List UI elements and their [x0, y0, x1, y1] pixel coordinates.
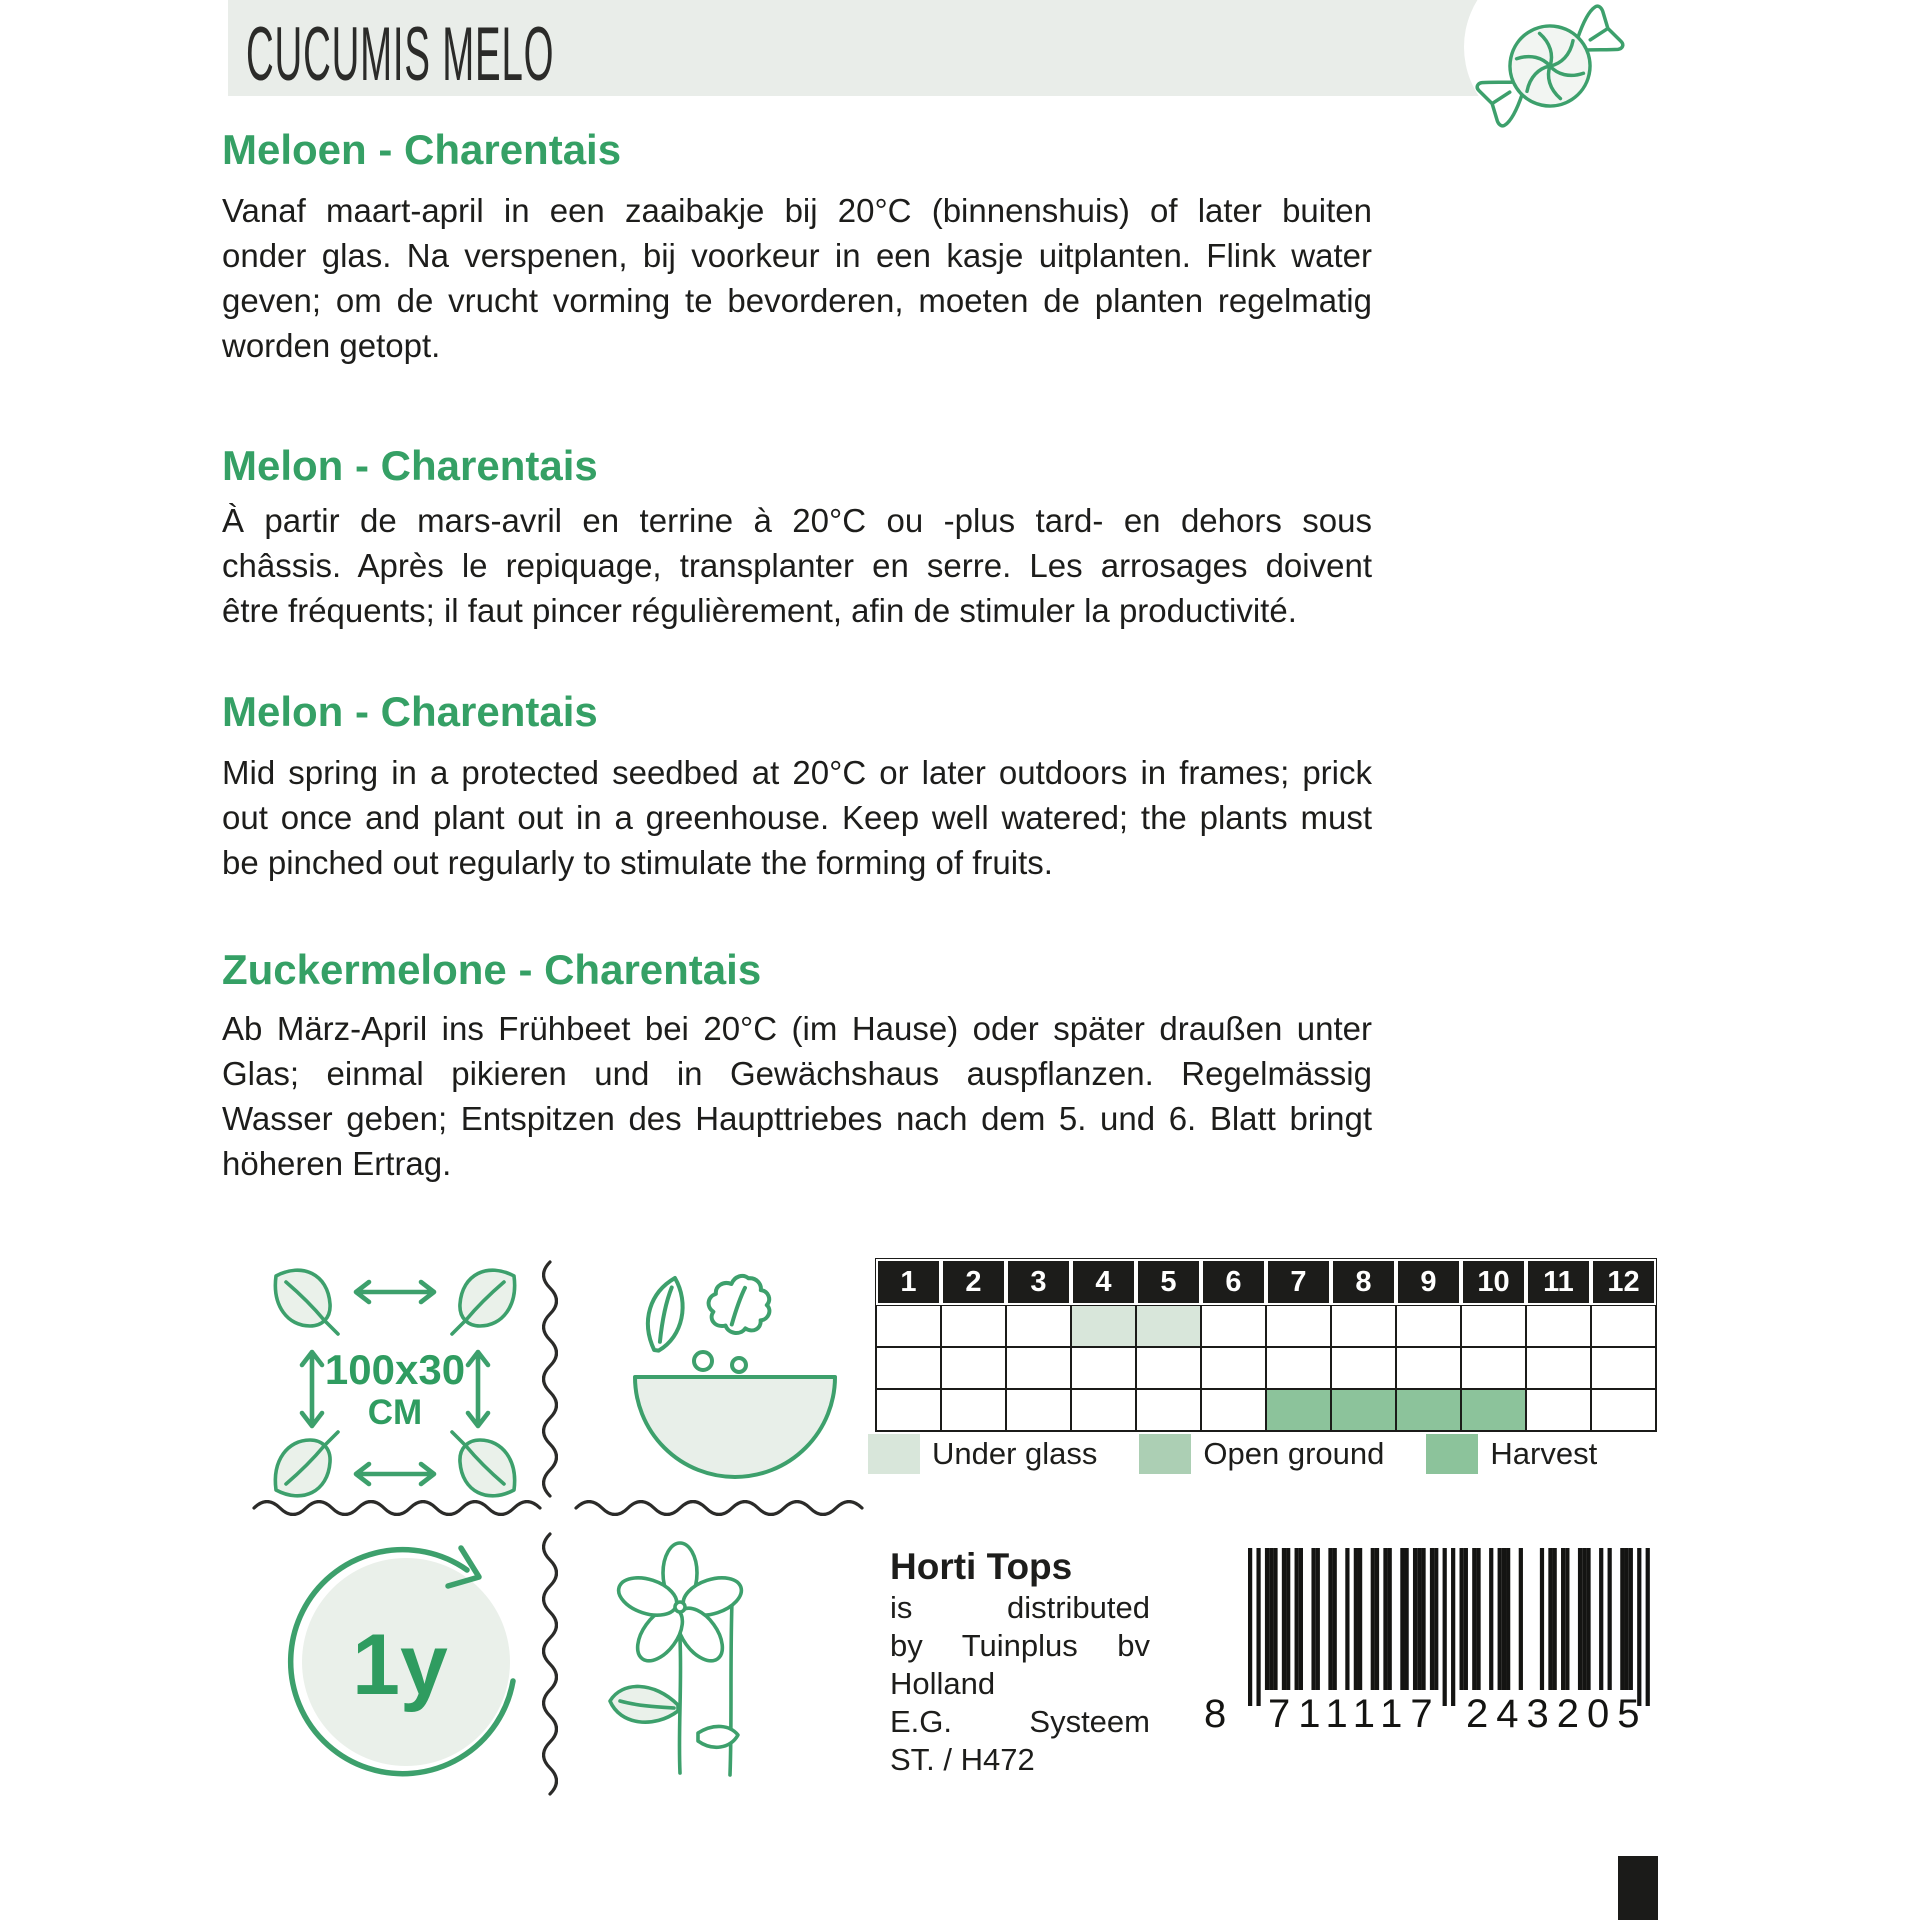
text-line: châssis. Après le repiquage, transplanter en serre. Les arrosages doivent [222, 547, 1372, 584]
calendar-cell-harvest-row-m7 [1266, 1389, 1331, 1431]
leaf-icon [452, 1432, 515, 1496]
calendar-cell-harvest-row-m6 [1201, 1389, 1266, 1431]
calendar-cell-open-ground-row-m3 [1006, 1347, 1071, 1389]
barcode-bar [1620, 1548, 1624, 1690]
legend-swatch [1426, 1434, 1478, 1474]
legend-label: Under glass [932, 1436, 1098, 1471]
text-line: is distributed [890, 1590, 1150, 1625]
calendar-cell-harvest-row-m12 [1591, 1389, 1656, 1431]
calendar-month-header: 8 [1331, 1259, 1396, 1305]
section-paragraph-german [222, 1006, 1372, 1186]
barcode-bar [1345, 1548, 1349, 1690]
calendar-cell-harvest-row-m4 [1071, 1389, 1136, 1431]
calendar-month-header: 3 [1006, 1259, 1071, 1305]
barcode-bar [1476, 1548, 1480, 1690]
flower-icon [580, 1535, 810, 1785]
distributor-block [890, 1545, 1150, 1779]
barcode-bar [1599, 1548, 1603, 1690]
barcode-bar [1265, 1548, 1269, 1690]
calendar-cell-under-glass-row-m8 [1331, 1305, 1396, 1347]
calendar-month-header: 2 [941, 1259, 1006, 1305]
barcode-bar [1421, 1548, 1425, 1690]
barcode-bar [1282, 1548, 1286, 1690]
sowing-calendar-table [875, 1258, 1657, 1432]
barcode-bar [1434, 1548, 1438, 1690]
barcode-bar [1295, 1548, 1299, 1690]
section-heading-german: Zuckermelone - Charentais [222, 946, 762, 993]
calendar-cell-open-ground-row-m6 [1201, 1347, 1266, 1389]
barcode-bar [1624, 1548, 1628, 1690]
spacing-unit: CM [367, 1393, 423, 1432]
calendar-cell-open-ground-row-m7 [1266, 1347, 1331, 1389]
barcode-bar [1328, 1548, 1332, 1690]
barcode-digit-first: 8 [1204, 1692, 1235, 1736]
barcode-digits-right-group: 243205 [1466, 1692, 1648, 1736]
barcode-bar [1358, 1548, 1362, 1690]
bowl-shape [635, 1377, 835, 1477]
calendar-cell-under-glass-row-m11 [1526, 1305, 1591, 1347]
text-line: E.G. Systeem [890, 1704, 1150, 1739]
calendar-cell-harvest-row-m9 [1396, 1389, 1461, 1431]
barcode-bar [1548, 1548, 1552, 1690]
legend-item [868, 1434, 1097, 1474]
text-line: worden getopt. [222, 327, 441, 364]
divider-vertical-top [542, 1260, 558, 1500]
calendar-cell-harvest-row-m8 [1331, 1389, 1396, 1431]
text-line: Holland [890, 1666, 996, 1701]
barcode-bar [1506, 1548, 1510, 1690]
calendar-cell-under-glass-row-m6 [1201, 1305, 1266, 1347]
text-line: être fréquents; il faut pincer régulièrement, afin de stimuler la productivité. [222, 592, 1297, 629]
calendar-cell-open-ground-row-m1 [876, 1347, 941, 1389]
salad-bowl-icon [595, 1255, 875, 1505]
barcode-bar [1540, 1548, 1544, 1690]
barcode-bar [1333, 1548, 1337, 1690]
barcode-bar [1586, 1548, 1590, 1690]
barcode-bar [1460, 1548, 1464, 1690]
cycle-duration-label: 1y [352, 1617, 448, 1713]
barcode-bar [1248, 1548, 1252, 1706]
leaf-icon [275, 1270, 338, 1334]
calendar-cell-harvest-row-m11 [1526, 1389, 1591, 1431]
section-paragraph-dutch [222, 188, 1372, 368]
text-line: ST. / H472 [890, 1742, 1035, 1777]
barcode-digits-left-group: 711117 [1268, 1692, 1441, 1736]
text-line: Ab März-April ins Frühbeet bei 20°C (im Hause) oder später draußen unter [222, 1010, 1372, 1047]
divider-horizontal-left [252, 1500, 542, 1516]
calendar-cell-harvest-row-m3 [1006, 1389, 1071, 1431]
barcode-bar [1578, 1548, 1582, 1690]
barcode-bar [1464, 1548, 1468, 1690]
leaf-icon [634, 1278, 695, 1352]
section-heading-english: Melon - Charentais [222, 688, 598, 735]
barcode-bar [1405, 1548, 1409, 1690]
calendar-cell-open-ground-row-m12 [1591, 1347, 1656, 1389]
barcode-bar [1608, 1548, 1612, 1690]
barcode-bar [1561, 1548, 1565, 1690]
text-line: Vanaf maart-april in een zaaibakje bij 20°C (binnenshuis) of later buiten [222, 192, 1372, 229]
barcode-bar [1354, 1548, 1358, 1690]
calendar-month-header: 12 [1591, 1259, 1656, 1305]
legend-item [1426, 1434, 1597, 1474]
barcode-bar [1443, 1548, 1447, 1706]
calendar-cell-open-ground-row-m8 [1331, 1347, 1396, 1389]
barcode-bar [1388, 1548, 1392, 1690]
barcode-bar [1413, 1548, 1417, 1690]
barcode-bar [1637, 1548, 1641, 1706]
barcode-bar [1582, 1548, 1586, 1690]
calendar-cell-harvest-row-m5 [1136, 1389, 1201, 1431]
calendar-month-header: 1 [876, 1259, 941, 1305]
leaf-icon [698, 1726, 738, 1747]
text-line: Wasser geben; Entspitzen des Haupttriebes nach dem 5. und 6. Blatt bringt [222, 1100, 1372, 1137]
calendar-month-header: 7 [1266, 1259, 1331, 1305]
barcode-bar [1299, 1548, 1303, 1690]
calendar-cell-under-glass-row-m4 [1071, 1305, 1136, 1347]
text-line: be pinched out regularly to stimulate the forming of fruits. [222, 844, 1053, 881]
barcode-bar [1256, 1548, 1260, 1706]
barcode-bar [1375, 1548, 1379, 1690]
section-paragraph-english [222, 750, 1372, 885]
barcode-bar [1646, 1548, 1650, 1706]
oak-leaf-icon [705, 1272, 774, 1338]
distributor-details [890, 1589, 1150, 1779]
calendar-cell-open-ground-row-m2 [941, 1347, 1006, 1389]
annual-cycle-icon [258, 1522, 538, 1798]
barcode-bar [1269, 1548, 1273, 1690]
spacing-value: 100x30 [324, 1346, 466, 1393]
text-line: out once and plant out in a greenhouse. Keep well watered; the plants must [222, 799, 1372, 836]
calendar-cell-open-ground-row-m5 [1136, 1347, 1201, 1389]
calendar-cell-harvest-row-m2 [941, 1389, 1006, 1431]
section-heading-dutch: Meloen - Charentais [222, 126, 622, 173]
distributor-brand: Horti Tops [890, 1546, 1073, 1587]
legend-label: Open ground [1203, 1436, 1385, 1471]
print-mark [1618, 1856, 1658, 1920]
legend-swatch [868, 1434, 920, 1474]
calendar-cell-under-glass-row-m3 [1006, 1305, 1071, 1347]
barcode-bar [1565, 1548, 1569, 1690]
barcode-bar [1451, 1548, 1455, 1706]
calendar-month-header: 4 [1071, 1259, 1136, 1305]
calendar-cell-under-glass-row-m7 [1266, 1305, 1331, 1347]
calendar-cell-open-ground-row-m9 [1396, 1347, 1461, 1389]
calendar-cell-under-glass-row-m5 [1136, 1305, 1201, 1347]
legend-item [1139, 1434, 1384, 1474]
text-line: Mid spring in a protected seedbed at 20°C or later outdoors in frames; prick [222, 754, 1372, 791]
barcode-bar [1286, 1548, 1290, 1690]
barcode-bar [1371, 1548, 1375, 1690]
text-line: höheren Ertrag. [222, 1145, 452, 1182]
section-heading-french: Melon - Charentais [222, 442, 598, 489]
calendar-month-header: 10 [1461, 1259, 1526, 1305]
calendar-cell-under-glass-row-m9 [1396, 1305, 1461, 1347]
calendar-cell-open-ground-row-m10 [1461, 1347, 1526, 1389]
text-line: by Tuinplus bv [890, 1628, 1150, 1663]
leaf-icon [452, 1270, 515, 1334]
candy-icon [1472, 0, 1628, 136]
text-line: geven; om de vrucht vorming te bevorderen, moeten de planten regelmatig [222, 282, 1372, 319]
calendar-month-header: 9 [1396, 1259, 1461, 1305]
text-line: À partir de mars-avril en terrine à 20°C ou -plus tard- en dehors sous [222, 502, 1372, 539]
text-line: onder glas. Na verspenen, bij voorkeur in een kasje uitplanten. Flink water [222, 237, 1372, 274]
barcode-bar [1311, 1548, 1315, 1690]
calendar-cell-harvest-row-m1 [876, 1389, 941, 1431]
barcode-bar [1489, 1548, 1493, 1690]
calendar-cell-under-glass-row-m1 [876, 1305, 941, 1347]
calendar-month-header: 5 [1136, 1259, 1201, 1305]
text-line: Glas; einmal pikieren und in Gewächshaus auspflanzen. Regelmässig [222, 1055, 1372, 1092]
plant-spacing-icon [250, 1258, 540, 1508]
section-paragraph-french [222, 498, 1372, 633]
barcode-bar [1383, 1548, 1387, 1690]
calendar-cell-harvest-row-m10 [1461, 1389, 1526, 1431]
barcode-bar [1553, 1548, 1557, 1690]
calendar-cell-under-glass-row-m2 [941, 1305, 1006, 1347]
legend-label: Harvest [1490, 1436, 1598, 1471]
divider-vertical-bottom [542, 1532, 558, 1798]
calendar-month-header: 6 [1201, 1259, 1266, 1305]
calendar-cell-open-ground-row-m11 [1526, 1347, 1591, 1389]
barcode-bar [1498, 1548, 1502, 1690]
barcode-bar [1400, 1548, 1404, 1690]
barcode-bar [1472, 1548, 1476, 1690]
barcode-bar [1502, 1548, 1506, 1690]
barcode-bar [1417, 1548, 1421, 1690]
calendar-month-header: 11 [1526, 1259, 1591, 1305]
barcode-bar [1316, 1548, 1320, 1690]
legend-swatch [1139, 1434, 1191, 1474]
barcode-bar [1273, 1548, 1277, 1690]
calendar-cell-open-ground-row-m4 [1071, 1347, 1136, 1389]
calendar-cell-under-glass-row-m10 [1461, 1305, 1526, 1347]
barcode-bar [1430, 1548, 1434, 1690]
latin-name-title: CUCUMIS MELO [246, 13, 555, 98]
leaf-icon [275, 1432, 338, 1496]
barcode-bar [1629, 1548, 1633, 1690]
calendar-cell-under-glass-row-m12 [1591, 1305, 1656, 1347]
calendar-legend [868, 1434, 1639, 1474]
barcode-bar [1519, 1548, 1523, 1690]
barcode [1248, 1548, 1652, 1708]
